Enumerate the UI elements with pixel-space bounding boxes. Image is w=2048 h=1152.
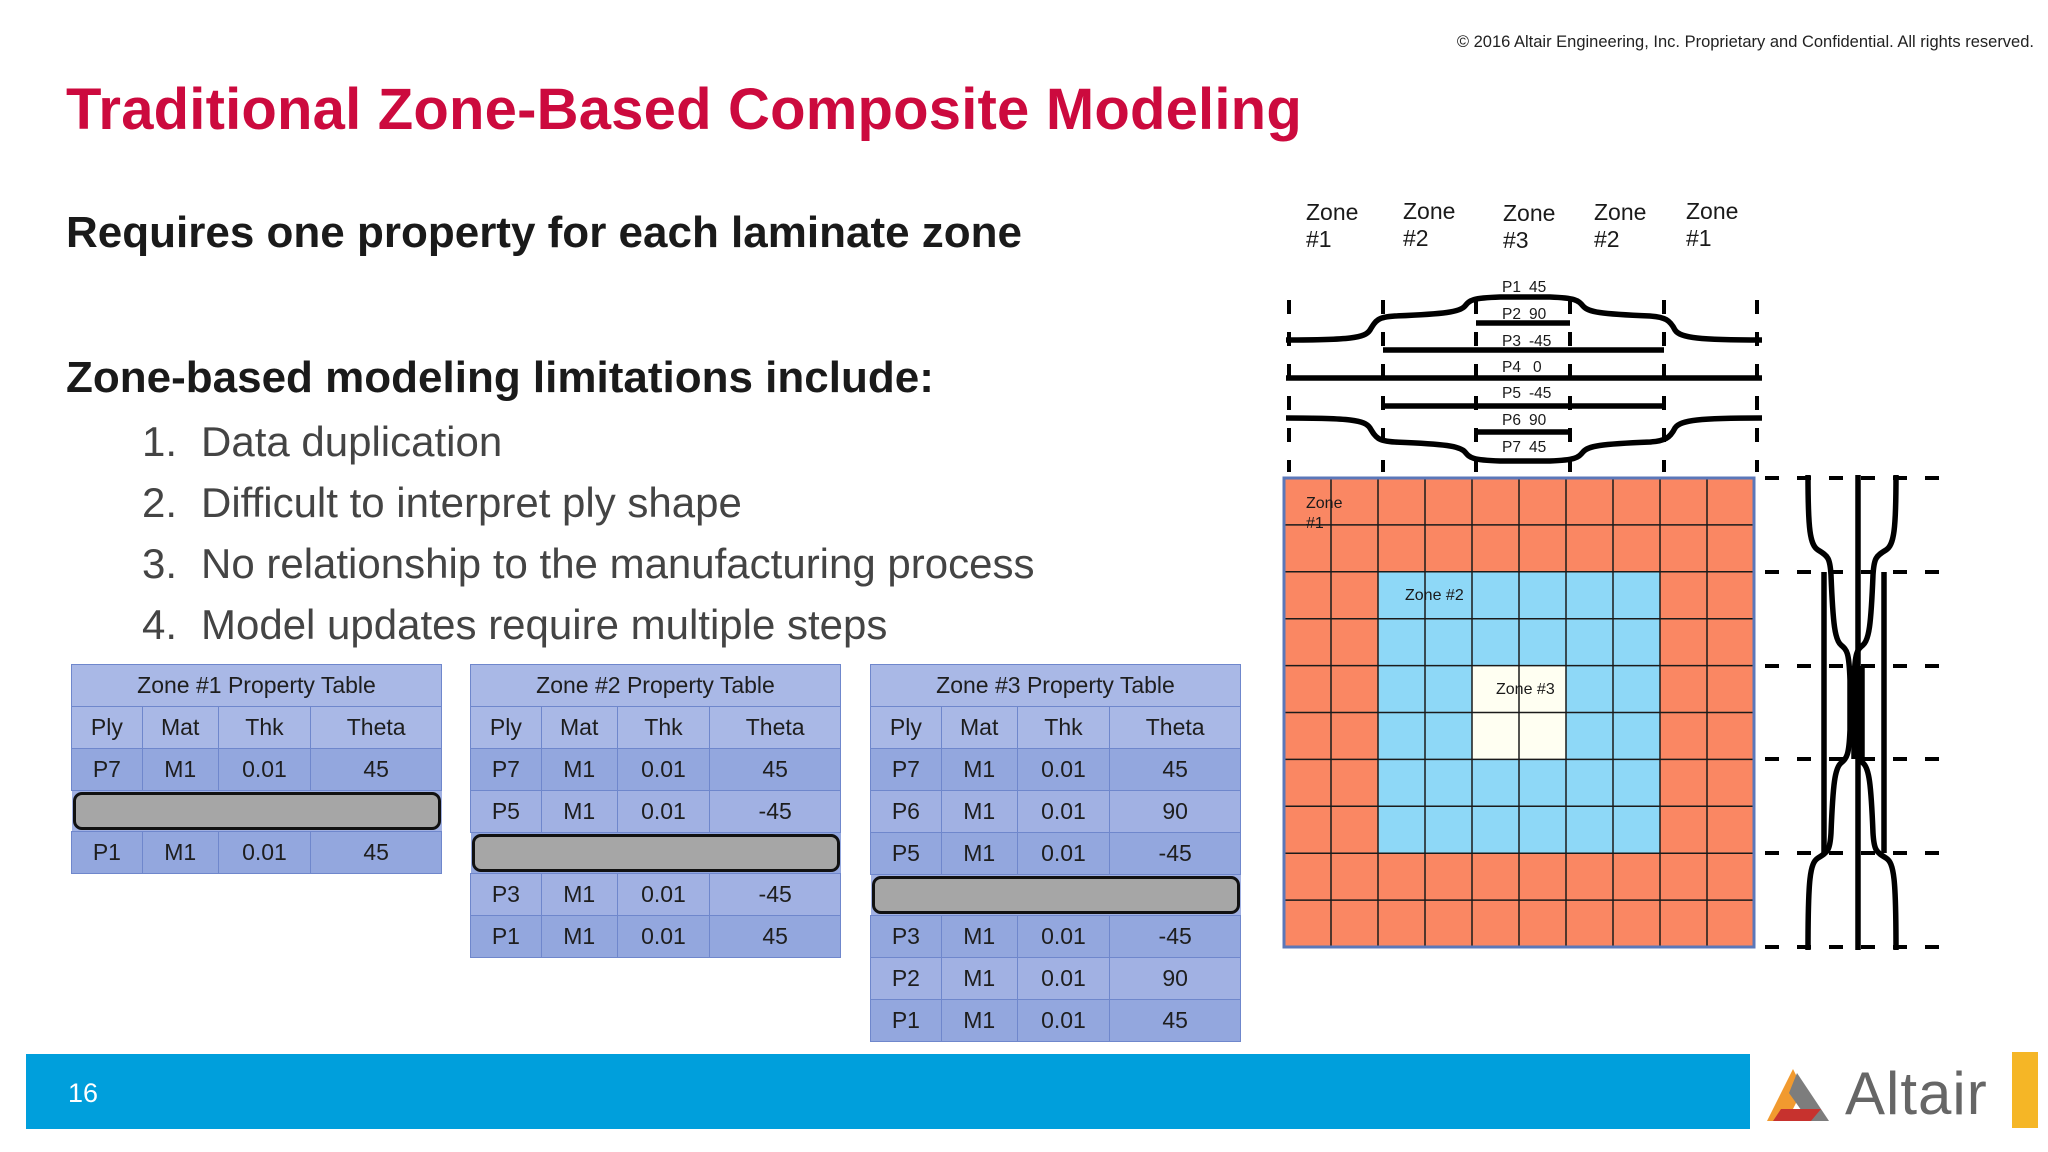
zone-header-label: #1 — [1306, 226, 1332, 252]
cell-mat: M1 — [142, 749, 218, 791]
ply-label — [1502, 412, 1547, 429]
list-text: Difficult to interpret ply shape — [201, 479, 742, 526]
cell-thk: 0.01 — [1017, 833, 1110, 875]
cell-mat: M1 — [541, 916, 617, 958]
cell-theta: 90 — [1110, 791, 1241, 833]
cell-ply: P7 — [471, 749, 542, 791]
zone-header-label: #2 — [1594, 226, 1620, 252]
list-number: 4. — [142, 601, 178, 648]
altair-logo-icon — [1763, 1065, 1833, 1125]
list-number: 1. — [142, 418, 178, 465]
zone-header-label: Zone — [1686, 198, 1739, 224]
ply-name: P4 — [1502, 359, 1521, 376]
ply-name: P1 — [1502, 279, 1521, 296]
col-header-mat: Mat — [541, 707, 617, 749]
cell-ply: P1 — [471, 916, 542, 958]
cell-mat: M1 — [941, 749, 1017, 791]
cell-ply: P6 — [871, 791, 942, 833]
cell-theta: -45 — [710, 874, 841, 916]
cell-theta: 45 — [1110, 1000, 1241, 1042]
col-header-thk: Thk — [1017, 707, 1110, 749]
slide-title: Traditional Zone-Based Composite Modeling — [66, 77, 1302, 142]
col-header-mat: Mat — [941, 707, 1017, 749]
zone2-grid-label: Zone #2 — [1405, 587, 1464, 604]
cell-theta: 45 — [1110, 749, 1241, 791]
cell-theta: 90 — [1110, 958, 1241, 1000]
cell-theta: -45 — [1110, 916, 1241, 958]
ply-angle: 45 — [1528, 279, 1547, 296]
ply-label — [1502, 359, 1542, 376]
zone-boundaries — [1289, 300, 1757, 472]
ply-name: P3 — [1502, 333, 1521, 350]
page-number: 16 — [68, 1078, 99, 1108]
ply-name: P7 — [1502, 439, 1521, 456]
zone-header-label: Zone — [1503, 200, 1556, 226]
ply-stack — [1286, 297, 1762, 461]
col-header-ply: Ply — [471, 707, 542, 749]
ply-label — [1502, 279, 1546, 296]
cell-ply: P1 — [871, 1000, 942, 1042]
cell-theta: 45 — [311, 832, 442, 874]
cell-ply: P3 — [471, 874, 542, 916]
zone-grid — [1284, 478, 1754, 947]
cell-thk: 0.01 — [218, 832, 311, 874]
ply-name: P6 — [1502, 412, 1521, 429]
cell-theta: -45 — [1110, 833, 1241, 875]
subheading-property-per-zone: Requires one property for each laminate zone — [66, 208, 1023, 257]
cell-ply: P5 — [871, 833, 942, 875]
cell-thk: 0.01 — [617, 749, 710, 791]
list-number: 3. — [142, 540, 178, 587]
col-header-theta: Theta — [311, 707, 442, 749]
cell-mat: M1 — [541, 791, 617, 833]
ply-angle: -45 — [1528, 333, 1552, 350]
cell-ply: P3 — [871, 916, 942, 958]
list-text: Model updates require multiple steps — [201, 601, 888, 648]
col-header-theta: Theta — [1110, 707, 1241, 749]
col-header-thk: Thk — [617, 707, 710, 749]
cell-theta: 45 — [311, 749, 442, 791]
cell-thk: 0.01 — [1017, 958, 1110, 1000]
zone-header-label: #1 — [1686, 225, 1712, 251]
cell-thk: 0.01 — [617, 916, 710, 958]
cell-mat: M1 — [941, 833, 1017, 875]
cell-mat: M1 — [142, 832, 218, 874]
zone-header-label: Zone — [1306, 199, 1359, 225]
ply-angle: 45 — [1528, 439, 1547, 456]
zone-header-label: #2 — [1403, 225, 1429, 251]
list-text: Data duplication — [201, 418, 503, 465]
cell-ply: P7 — [871, 749, 942, 791]
cell-mat: M1 — [941, 1000, 1017, 1042]
ply-line — [1286, 418, 1762, 461]
side-ply-stack — [1808, 475, 1896, 950]
col-header-ply: Ply — [72, 707, 143, 749]
col-header-thk: Thk — [218, 707, 311, 749]
zone1-grid-label: #1 — [1306, 515, 1324, 532]
zone1-grid-label: Zone — [1306, 495, 1343, 512]
ply-name: P5 — [1502, 385, 1521, 402]
table-title: Zone #2 Property Table — [471, 665, 841, 707]
ply-label — [1502, 439, 1546, 456]
cell-theta: 45 — [710, 916, 841, 958]
cell-mat: M1 — [541, 749, 617, 791]
list-number: 2. — [142, 479, 178, 526]
cell-thk: 0.01 — [617, 874, 710, 916]
cell-ply: P7 — [72, 749, 143, 791]
copyright-notice: © 2016 Altair Engineering, Inc. Proprietary and Confidential. All rights reserved. — [1456, 33, 2034, 51]
cell-thk: 0.01 — [1017, 791, 1110, 833]
cell-mat: M1 — [941, 916, 1017, 958]
cell-ply: P1 — [72, 832, 143, 874]
ply-label — [1502, 385, 1551, 402]
cell-thk: 0.01 — [218, 749, 311, 791]
zone-header-label: Zone — [1594, 199, 1647, 225]
cell-mat: M1 — [941, 958, 1017, 1000]
ply-angle: 90 — [1528, 412, 1547, 429]
altair-logo-text: Altair — [1845, 1060, 1988, 1127]
ply-angle: 90 — [1528, 306, 1547, 323]
zone3-grid-label: Zone #3 — [1496, 681, 1555, 698]
cell-ply: P2 — [871, 958, 942, 1000]
cell-theta: 45 — [710, 749, 841, 791]
cell-thk: 0.01 — [1017, 1000, 1110, 1042]
ply-line — [1286, 297, 1762, 340]
cell-thk: 0.01 — [617, 791, 710, 833]
ply-angle: -45 — [1528, 385, 1552, 402]
ply-angle: 0 — [1532, 359, 1542, 376]
cell-mat: M1 — [541, 874, 617, 916]
cell-theta: -45 — [710, 791, 841, 833]
subheading-limitations: Zone-based modeling limitations include: — [66, 353, 934, 402]
col-header-theta: Theta — [710, 707, 841, 749]
table-title: Zone #3 Property Table — [871, 665, 1241, 707]
ply-name: P2 — [1502, 306, 1521, 323]
list-text: No relationship to the manufacturing process — [201, 540, 1035, 587]
side-ply-line — [1808, 475, 1850, 950]
logo-accent-bar — [2012, 1052, 2038, 1128]
zone-header-label: Zone — [1403, 198, 1456, 224]
zone-header-label: #3 — [1503, 227, 1529, 253]
footer-band — [26, 1054, 1750, 1129]
col-header-ply: Ply — [871, 707, 942, 749]
table-title: Zone #1 Property Table — [72, 665, 442, 707]
cell-thk: 0.01 — [1017, 749, 1110, 791]
cell-mat: M1 — [941, 791, 1017, 833]
col-header-mat: Mat — [142, 707, 218, 749]
cell-ply: P5 — [471, 791, 542, 833]
cell-thk: 0.01 — [1017, 916, 1110, 958]
